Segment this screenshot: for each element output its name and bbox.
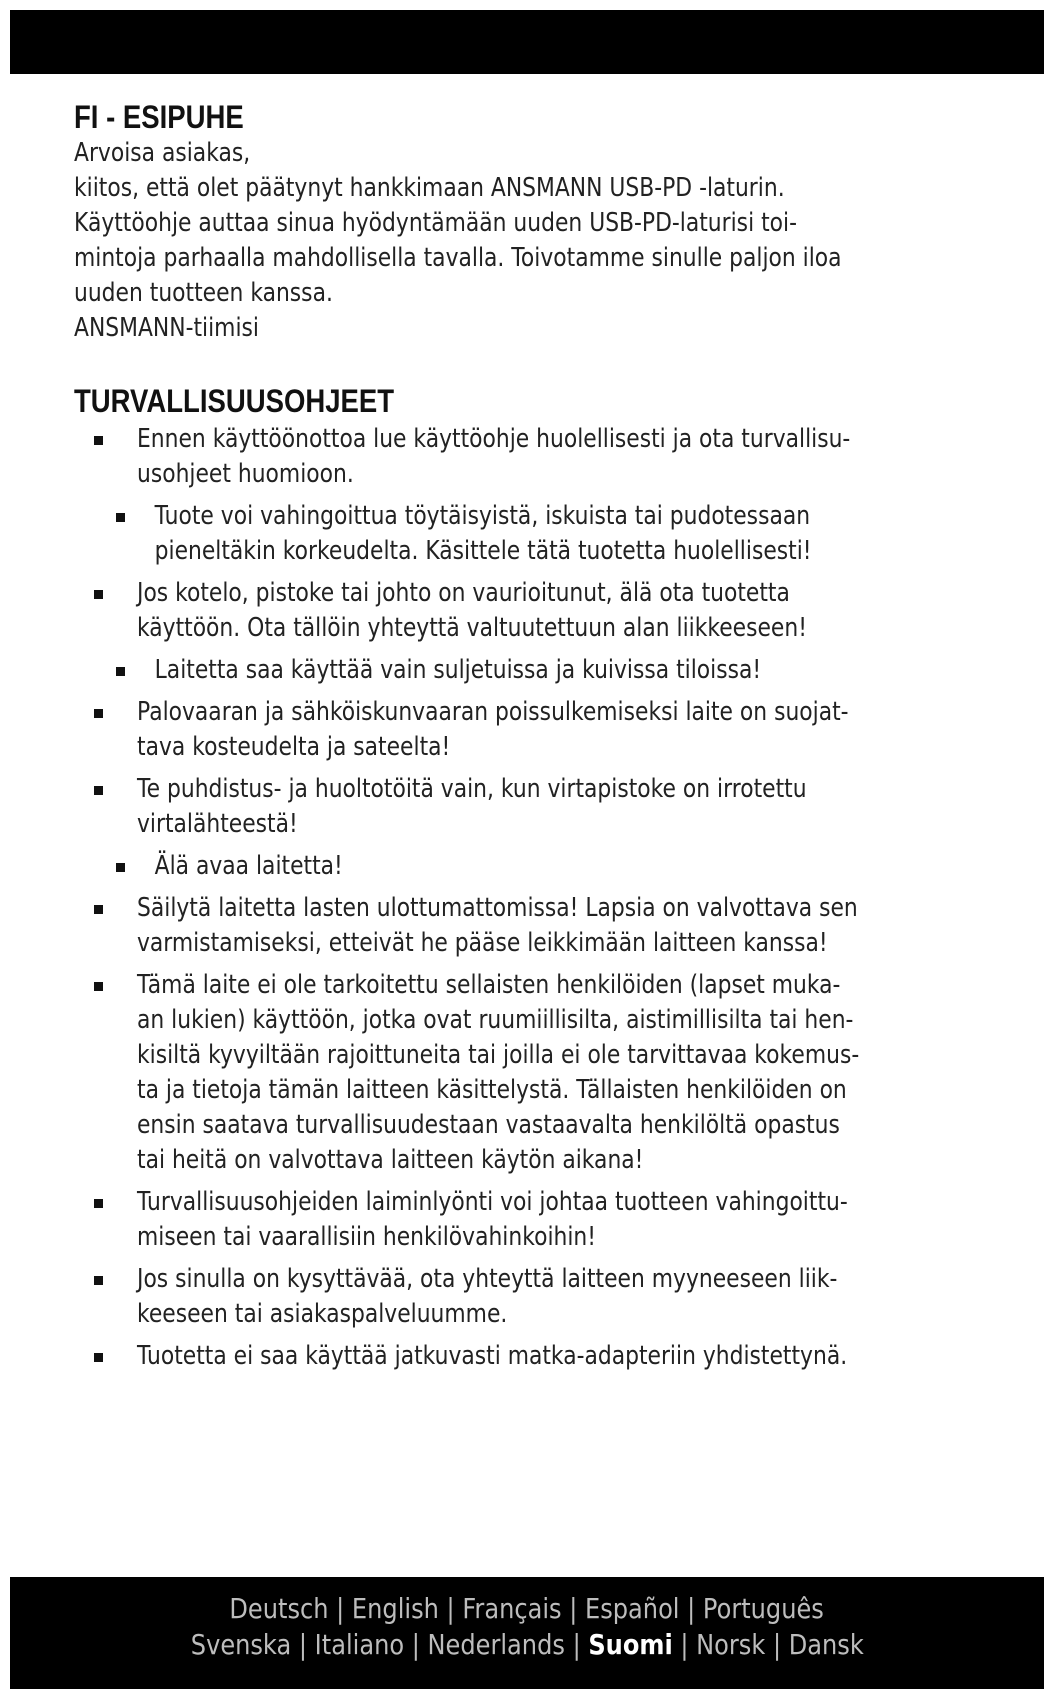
safety-item-text	[137, 849, 985, 884]
intro-text	[74, 136, 1004, 346]
safety-item-text	[137, 695, 985, 765]
safety-item-text	[137, 1262, 985, 1332]
safety-heading: TURVALLISUUSOHJEET	[74, 383, 395, 419]
bullet-square-icon	[116, 667, 125, 676]
safety-item	[74, 499, 1004, 569]
language-link-svenska[interactable]: Svenska	[190, 1628, 291, 1661]
safety-item-text	[137, 653, 985, 688]
bullet-square-icon	[94, 1276, 103, 1285]
language-link-suomi[interactable]: Suomi	[588, 1628, 673, 1661]
safety-item-text	[137, 576, 985, 646]
safety-item-line: Jos sinulla on kysyttävää, ota yhteyttä laitteen myyneeseen liik-	[137, 1264, 838, 1294]
intro-line: mintoja parhaalla mahdollisella tavalla. Toivotamme sinulle paljon iloa	[74, 243, 842, 273]
safety-item-line: Laitetta saa käyttää vain suljetuissa ja kuivissa tiloissa!	[154, 655, 762, 685]
language-link-norsk[interactable]: Norsk	[695, 1628, 766, 1661]
top-header-bar	[10, 10, 1044, 74]
language-link-nederlands[interactable]: Nederlands	[427, 1628, 565, 1661]
bullet-square-icon	[94, 1353, 103, 1362]
safety-item-line: Jos kotelo, pistoke tai johto on vaurioitunut, älä ota tuotetta	[137, 578, 790, 608]
intro-signature: ANSMANN-tiimisi	[74, 313, 259, 343]
safety-item-line: Säilytä laitetta lasten ulottumattomissa! Lapsia on valvottava sen	[137, 893, 858, 923]
safety-item-line: Älä avaa laitetta!	[154, 851, 343, 881]
safety-item	[74, 772, 1004, 842]
bullet-square-icon	[94, 709, 103, 718]
bullet-square-icon	[94, 590, 103, 599]
language-separator: |	[336, 1592, 345, 1625]
bullet-square-icon	[116, 863, 125, 872]
language-row-1	[10, 1591, 1044, 1627]
language-separator: |	[772, 1628, 781, 1661]
language-separator: |	[680, 1628, 689, 1661]
language-separator: |	[298, 1628, 307, 1661]
language-row-2	[10, 1627, 1044, 1663]
safety-item-line: käyttöön. Ota tällöin yhteyttä valtuutettuun alan liikkeeseen!	[137, 613, 807, 643]
safety-item-line: an lukien) käyttöön, jotka ovat ruumiillisilta, aistimillisilta tai hen-	[137, 1005, 854, 1035]
safety-item-text	[137, 1339, 985, 1374]
bullet-square-icon	[94, 982, 103, 991]
bullet-square-icon	[116, 513, 125, 522]
safety-item-text	[137, 891, 985, 961]
safety-item-text	[137, 1185, 985, 1255]
safety-item	[74, 849, 1004, 884]
safety-item-line: Ennen käyttöönottoa lue käyttöohje huolellisesti ja ota turvallisu-	[137, 424, 851, 454]
safety-item-text	[137, 499, 985, 569]
safety-item-line: varmistamiseksi, etteivät he pääse leikkimään laitteen kanssa!	[137, 928, 828, 958]
intro-line: kiitos, että olet päätynyt hankkimaan ANSMANN USB-PD -laturin.	[74, 173, 785, 203]
language-link-italiano[interactable]: Italiano	[314, 1628, 404, 1661]
language-link-english[interactable]: English	[352, 1592, 440, 1625]
language-separator: |	[687, 1592, 696, 1625]
bullet-square-icon	[94, 905, 103, 914]
safety-instructions-list	[74, 422, 1004, 1374]
safety-item	[74, 576, 1004, 646]
safety-item	[74, 422, 1004, 492]
safety-item-line: pieneltäkin korkeudelta. Käsittele tätä tuotetta huolellisesti!	[154, 536, 812, 566]
safety-item-line: tai heitä on valvottava laitteen käytön aikana!	[137, 1145, 644, 1175]
safety-item-text	[137, 772, 985, 842]
safety-item-line: Tuote voi vahingoittua töytäisyistä, iskuista tai pudotessaan	[154, 501, 811, 531]
language-separator: |	[446, 1592, 456, 1625]
language-link-dansk[interactable]: Dansk	[788, 1628, 864, 1661]
language-link-português[interactable]: Português	[703, 1592, 825, 1625]
bullet-square-icon	[94, 1199, 103, 1208]
safety-item-text	[137, 968, 985, 1178]
safety-item-line: tava kosteudelta ja sateelta!	[137, 732, 451, 762]
language-separator: |	[411, 1628, 420, 1661]
safety-item-line: Tuotetta ei saa käyttää jatkuvasti matka-adapteriin yhdistettynä.	[137, 1341, 848, 1371]
safety-item	[74, 1185, 1004, 1255]
bullet-square-icon	[94, 436, 103, 445]
intro-line: uuden tuotteen kanssa.	[74, 278, 333, 308]
safety-item-line: ensin saatava turvallisuudestaan vastaavalta henkilöltä opastus	[137, 1110, 840, 1140]
intro-heading: FI - ESIPUHE	[74, 99, 244, 135]
intro-line: Arvoisa asiakas,	[74, 138, 251, 168]
safety-item	[74, 653, 1004, 688]
safety-item-line: virtalähteestä!	[137, 809, 298, 839]
language-selector-bar	[10, 1577, 1044, 1689]
safety-item-line: ta ja tietoja tämän laitteen käsittelystä. Tällaisten henkilöiden on	[137, 1075, 847, 1105]
intro-line: Käyttöohje auttaa sinua hyödyntämään uuden USB-PD-laturisi toi-	[74, 208, 797, 238]
language-separator: |	[572, 1628, 581, 1661]
safety-item-line: kisiltä kyvyiltään rajoittuneita tai joilla ei ole tarvittavaa kokemus-	[137, 1040, 860, 1070]
safety-item-line: Turvallisuusohjeiden laiminlyönti voi johtaa tuotteen vahingoittu-	[137, 1187, 848, 1217]
document-content	[74, 98, 1004, 1381]
safety-item	[74, 1262, 1004, 1332]
language-link-français[interactable]: Français	[462, 1592, 562, 1625]
language-link-español[interactable]: Español	[585, 1592, 680, 1625]
safety-item	[74, 1339, 1004, 1374]
safety-item-line: Palovaaran ja sähköiskunvaaran poissulkemiseksi laite on suojat-	[137, 697, 849, 727]
bullet-square-icon	[94, 786, 103, 795]
language-separator: |	[569, 1592, 578, 1625]
safety-item-line: Tämä laite ei ole tarkoitettu sellaisten henkilöiden (lapset muka-	[137, 970, 841, 1000]
safety-item-line: miseen tai vaarallisiin henkilövahinkoihin!	[137, 1222, 597, 1252]
safety-item-text	[137, 422, 985, 492]
language-link-deutsch[interactable]: Deutsch	[229, 1592, 329, 1625]
safety-item	[74, 968, 1004, 1178]
safety-item-line: Te puhdistus- ja huoltotöitä vain, kun virtapistoke on irrotettu	[137, 774, 807, 804]
safety-item-line: usohjeet huomioon.	[137, 459, 354, 489]
safety-item	[74, 695, 1004, 765]
safety-item-line: keeseen tai asiakaspalveluumme.	[137, 1299, 508, 1329]
safety-item	[74, 891, 1004, 961]
